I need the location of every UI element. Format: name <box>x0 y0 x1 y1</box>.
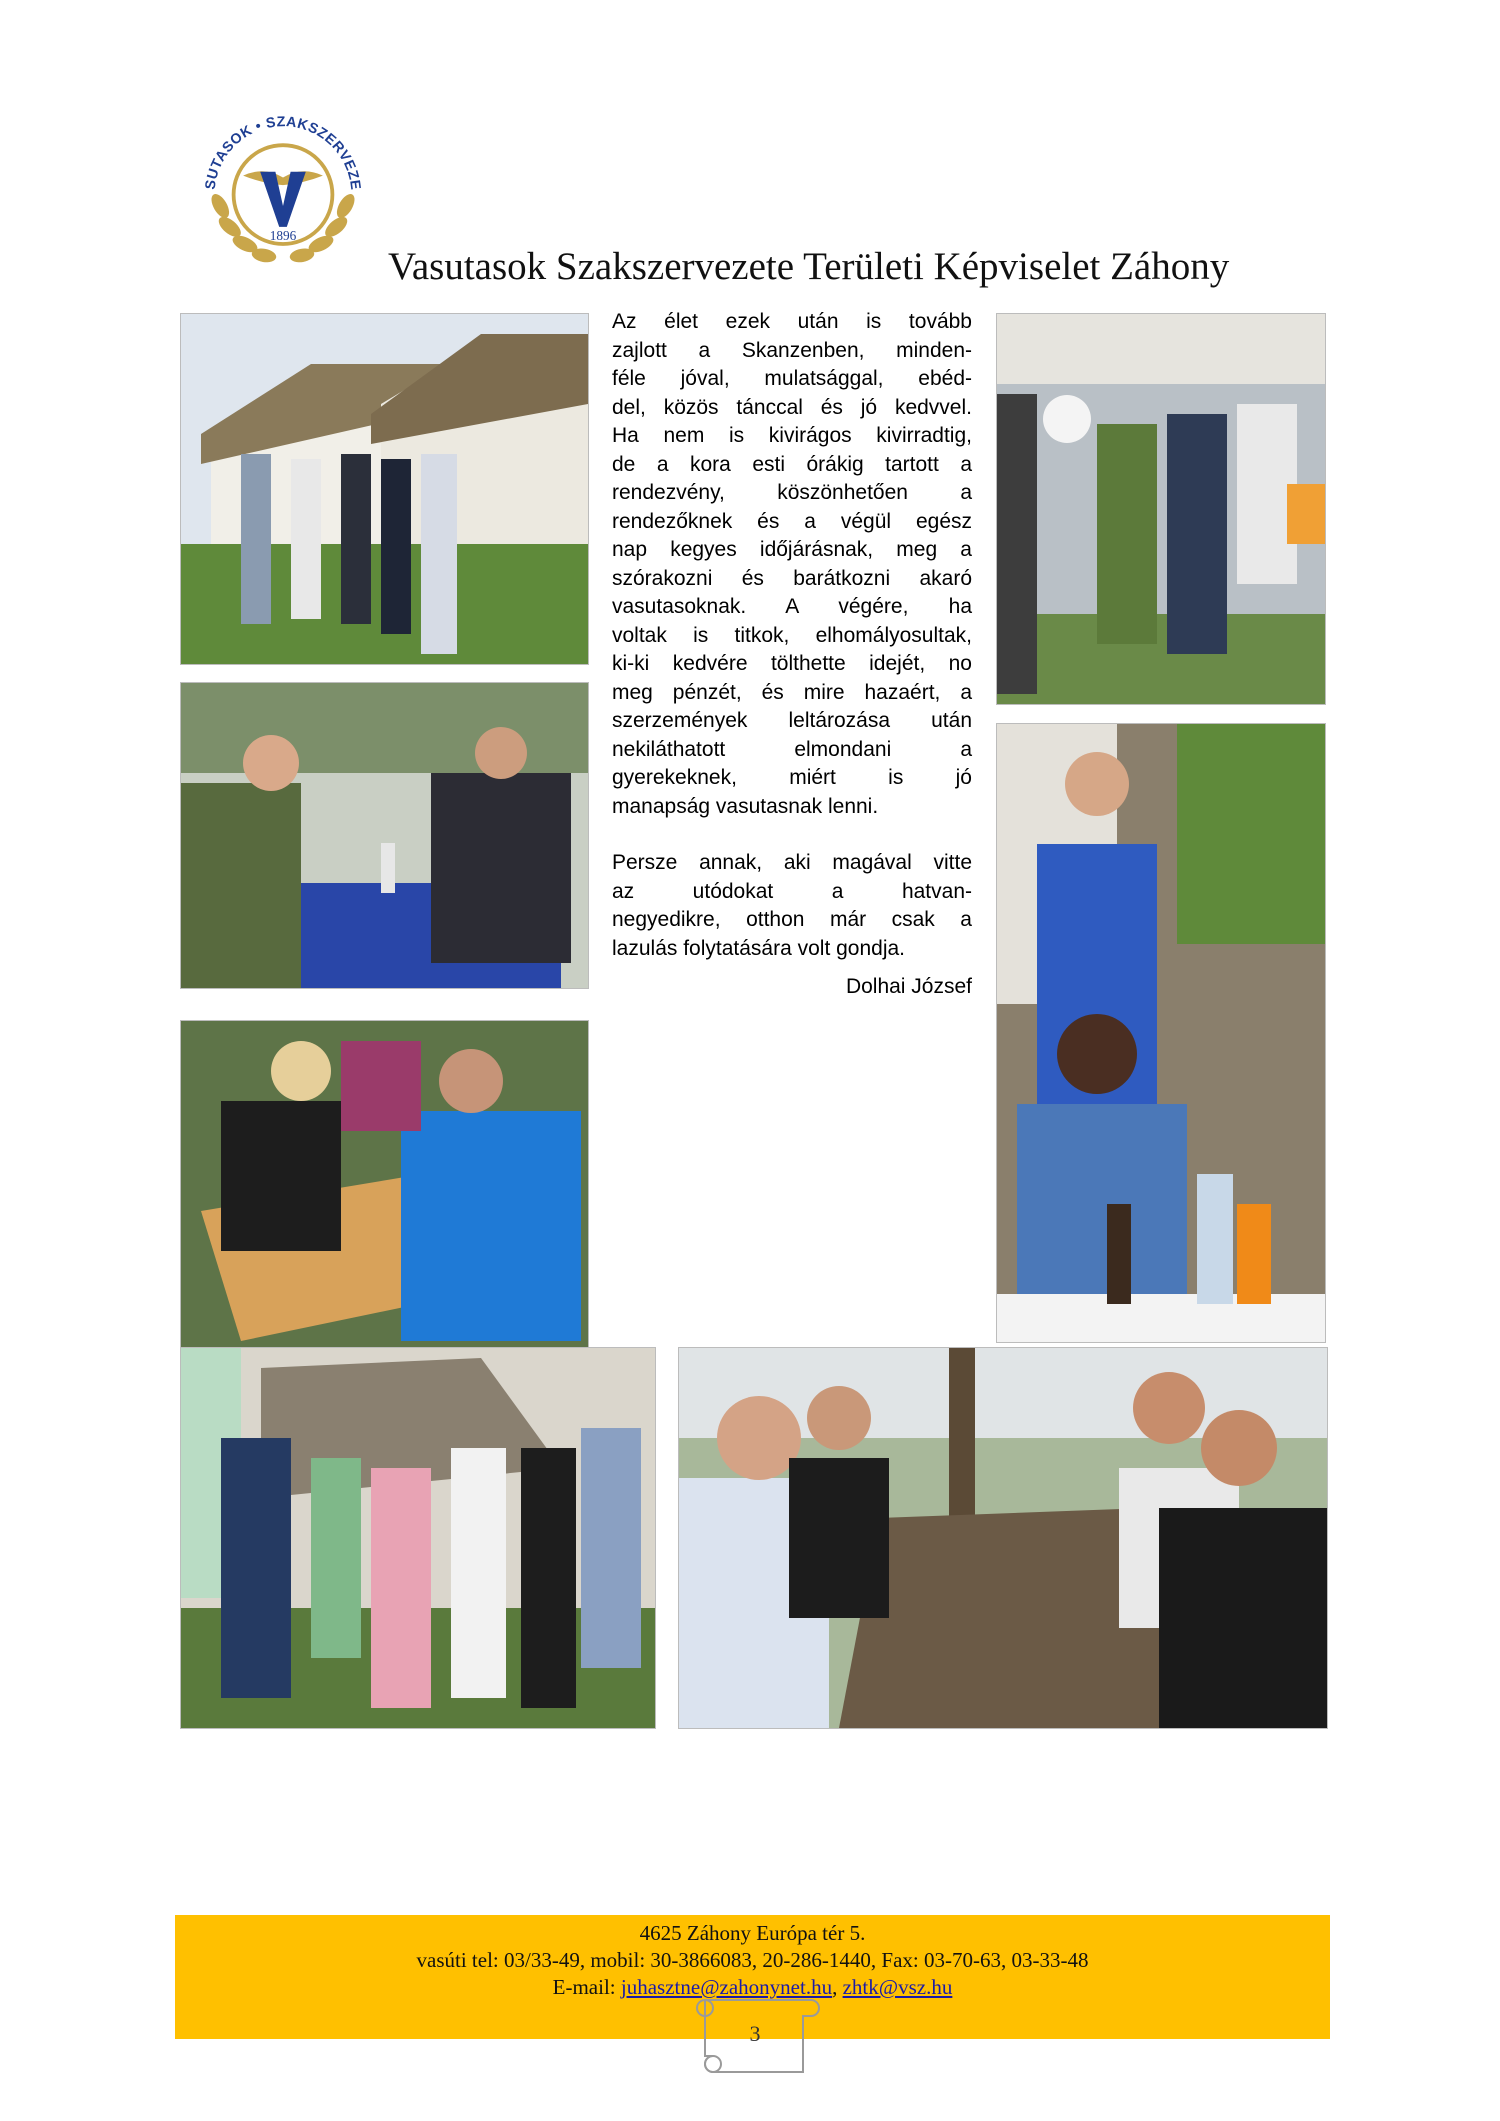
article-line: nekiláthatott elmondani a <box>612 737 972 761</box>
article-line: Persze annak, aki magával vitte <box>612 851 972 874</box>
footer-email-label: E-mail: <box>552 1975 616 1999</box>
footer-email-separator: , <box>832 1975 838 1999</box>
article-line: rendezőknek és a végül egész <box>612 509 972 533</box>
article-line: manapság vasutasnak lenni. <box>612 794 879 818</box>
photo-table-eating <box>180 682 589 989</box>
article-line: nap kegyes időjárásnak, meg a <box>612 538 972 561</box>
article-line: rendezvény, köszönhetően a <box>612 481 972 504</box>
article-line: lazulás folytatására volt gondja. <box>612 936 906 960</box>
article-line: féle jóval, mulatsággal, ebéd- <box>612 367 972 390</box>
photo-people-writing <box>180 1020 589 1352</box>
article-line: ki-ki kedvére tölthette idejét, no <box>612 652 972 675</box>
article-author: Dolhai József <box>845 975 972 998</box>
article-line: az utódokat a hatvan- <box>612 879 972 903</box>
photo-group-chatting <box>180 1347 656 1729</box>
page-number: 3 <box>749 2021 761 2046</box>
article-line: meg pénzét, és mire hazaért, a <box>612 680 972 704</box>
photo-group-outdoors <box>180 313 589 665</box>
article-line: de a kora esti órákig tartott a <box>612 452 972 476</box>
article-line: Az élet ezek után is tovább <box>612 310 972 333</box>
union-logo <box>188 92 378 282</box>
union-emblem-icon <box>188 92 378 282</box>
photo-man-serving-soup <box>996 723 1326 1343</box>
article-line: szórakozni és barátkozni akaró <box>612 566 972 590</box>
article-line: voltak is titkok, elhomályosultak, <box>612 623 972 647</box>
photo-men-at-table <box>678 1347 1328 1729</box>
logo-year: 1896 <box>269 228 297 244</box>
article-line: negyedikre, otthon már csak a <box>612 908 972 931</box>
article-text <box>612 308 972 1002</box>
article-line: zajlott a Skanzenben, minden- <box>612 338 972 362</box>
footer-email-link-1[interactable]: juhasztne@zahonynet.hu <box>620 1975 833 1999</box>
footer-email-link-2[interactable]: zhtk@vsz.hu <box>842 1975 953 1999</box>
article-line: del, közös tánccal és jó kedvvel. <box>612 395 972 419</box>
article-line: vasutasoknak. A végére, ha <box>612 595 972 618</box>
article-line: szerzemények leltározása után <box>612 709 972 732</box>
footer-address: 4625 Záhony Európa tér 5. <box>639 1921 866 1945</box>
article-paragraph-2 <box>612 849 972 963</box>
article-paragraph-1 <box>612 308 972 821</box>
footer-phones: vasúti tel: 03/33-49, mobil: 30-3866083, 20-286-1440, Fax: 03-70-63, 03-33-48 <box>416 1948 1089 1972</box>
logo-arc-text: SUTASOK • SZAKSZERVEZE <box>202 114 364 192</box>
article-line: gyerekeknek, miért is jó <box>612 766 972 789</box>
article-line: Ha nem is kivirágos kivirradtig, <box>612 424 972 447</box>
photo-crowd-balloons <box>996 313 1326 705</box>
page-title: Vasutasok Szakszervezete Területi Képviselet Záhony <box>388 245 1230 288</box>
